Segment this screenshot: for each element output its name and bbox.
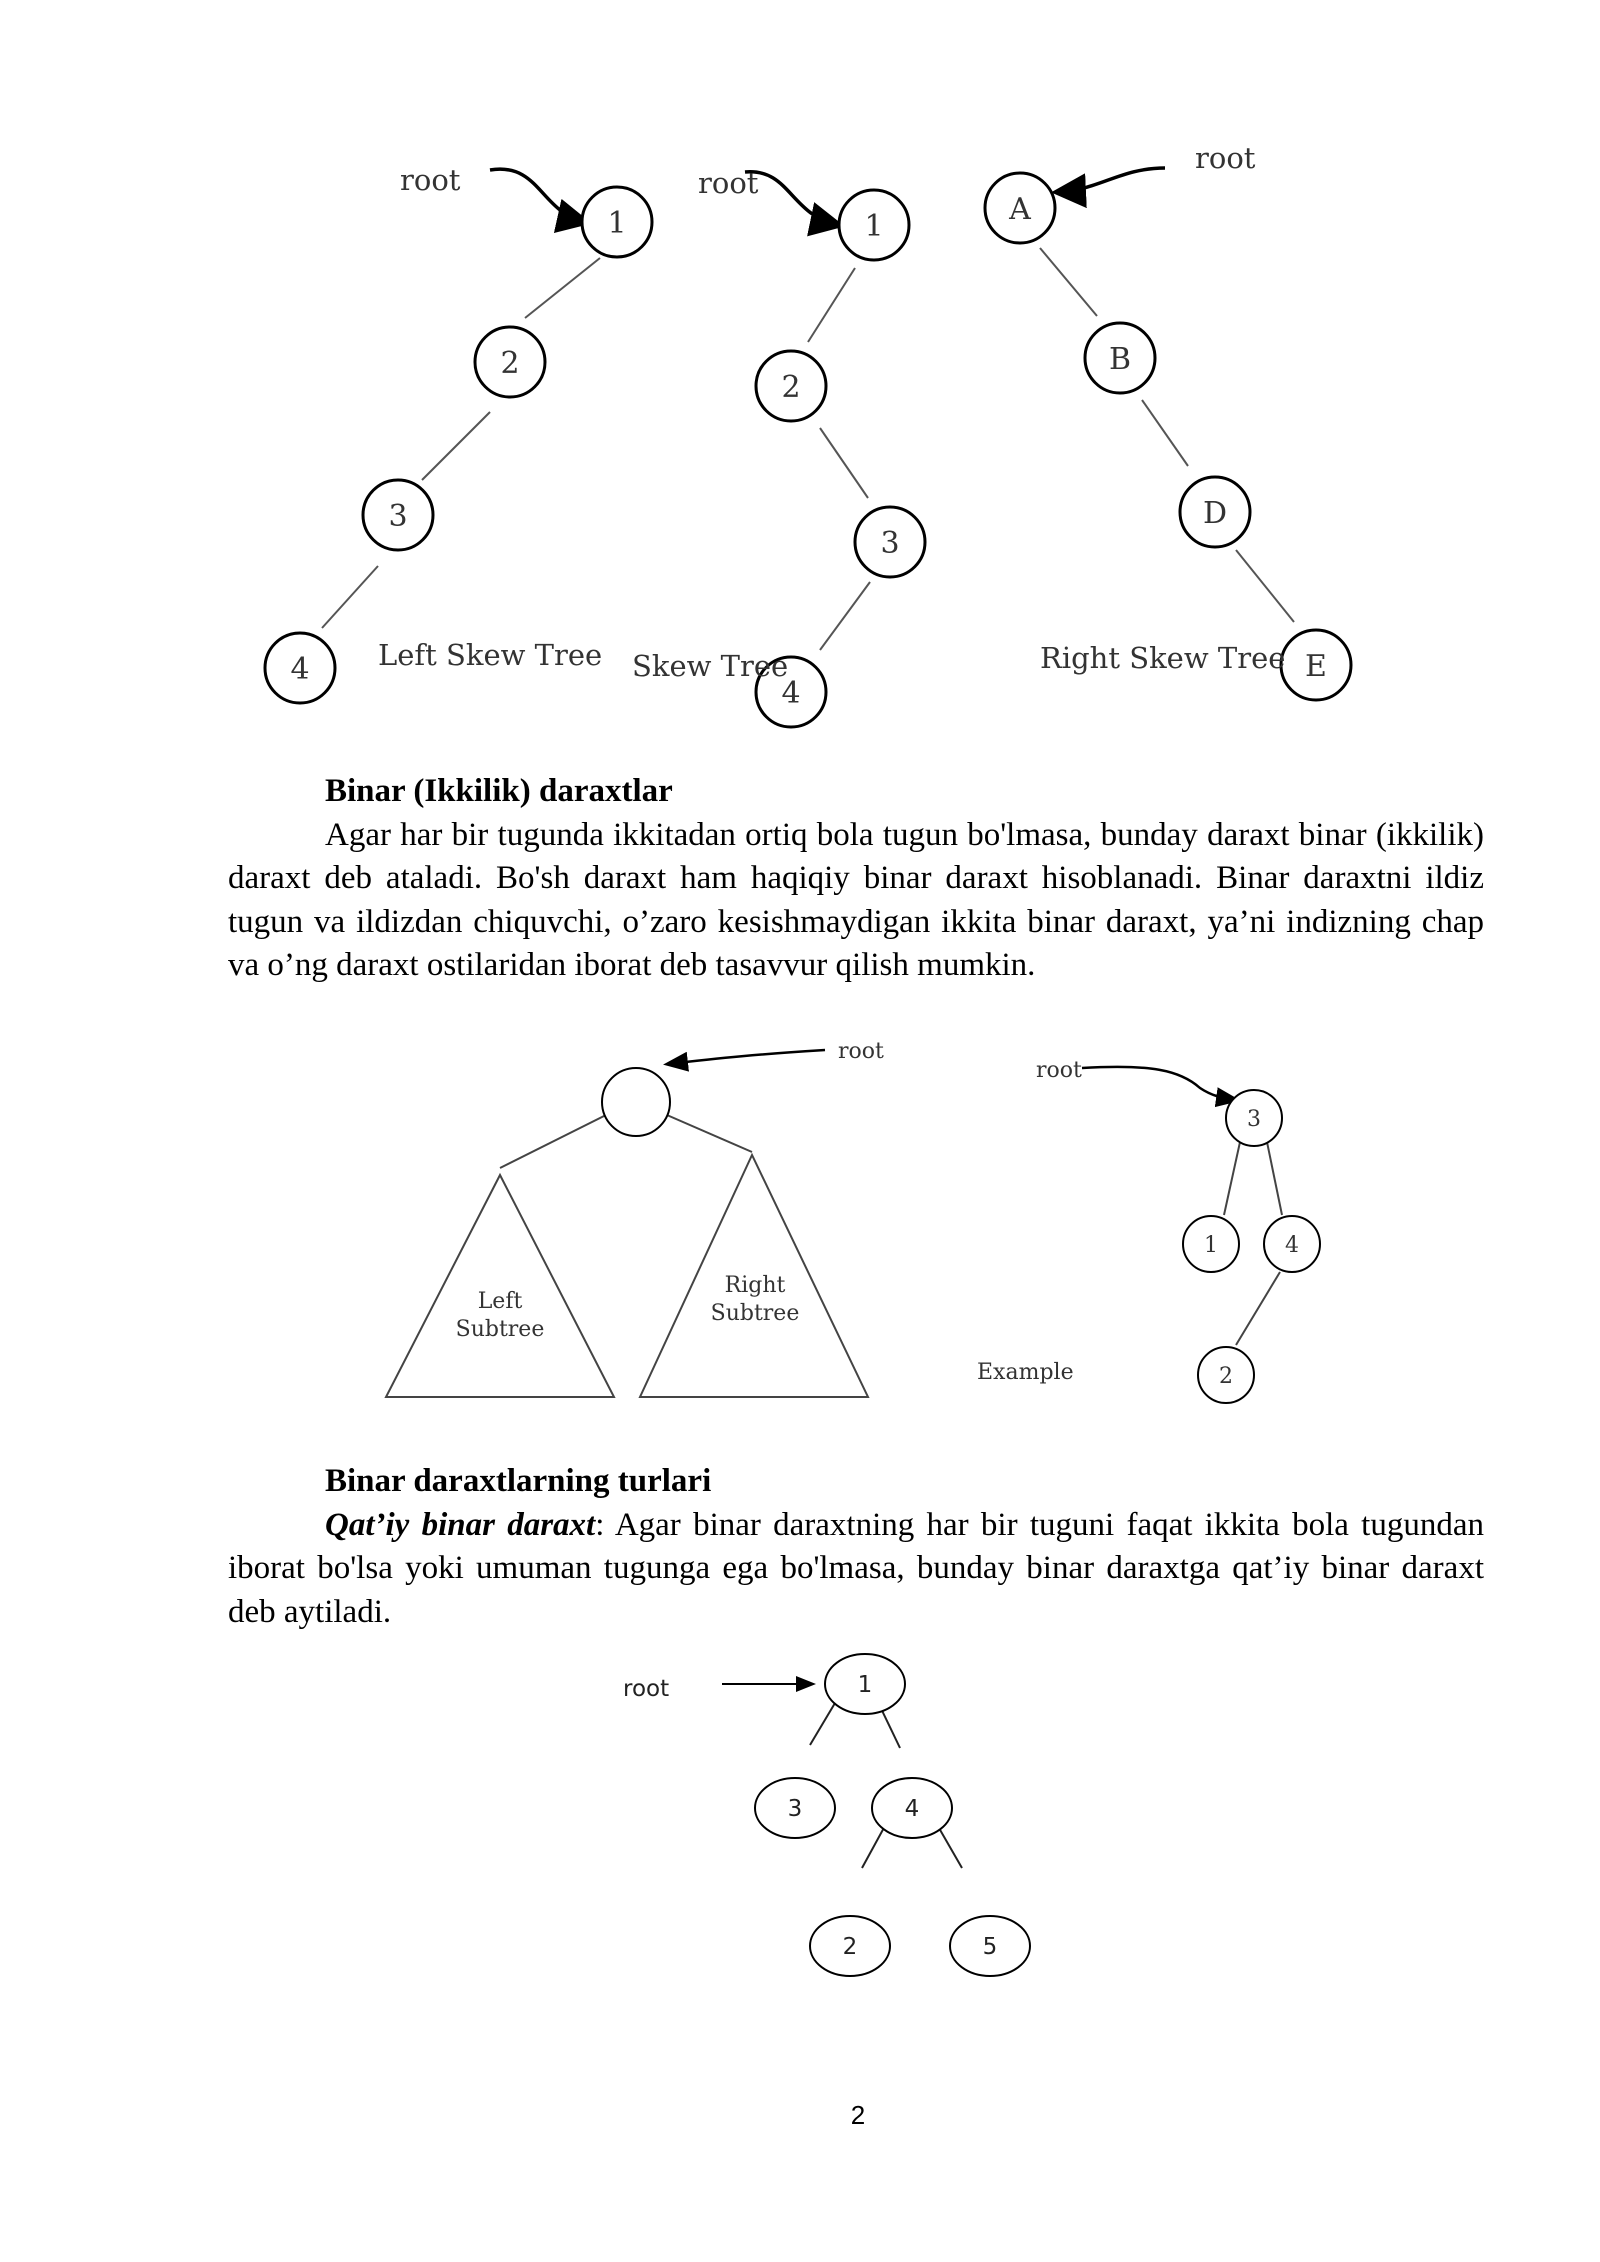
right-node-d-label: D — [1202, 496, 1228, 531]
right-skew-caption: Right Skew Tree — [1040, 641, 1286, 675]
example-node-2-label: 2 — [1219, 1364, 1233, 1389]
mid-node-4-label: 4 — [781, 676, 801, 711]
section-binary-tree-types — [228, 1460, 1484, 1634]
strict-node-2-label: 2 — [842, 1934, 858, 1960]
left-subtree-label-2: Subtree — [455, 1317, 545, 1342]
skew-caption: Skew Tree — [632, 649, 789, 683]
right-subtree-label-1: Right — [724, 1273, 786, 1298]
mid-root-label: root — [698, 166, 759, 200]
section-binary-trees — [228, 770, 1484, 988]
right-node-b-label: B — [1108, 342, 1132, 377]
strict-node-4-label: 4 — [904, 1796, 920, 1822]
left-node-2-label: 2 — [500, 346, 520, 381]
section-heading: Binar daraxtlarning turlari — [325, 1463, 712, 1499]
left-node-3-label: 3 — [388, 499, 408, 534]
left-subtree-label-1: Left — [477, 1289, 523, 1314]
term-strict-binary: Qat’iy binar daraxt — [325, 1506, 596, 1543]
section-paragraph — [228, 1504, 1484, 1635]
right-node-e-label: E — [1305, 649, 1327, 684]
page-number: 2 — [850, 2100, 866, 2130]
strict-node-3-label: 3 — [787, 1796, 803, 1822]
skew-trees-figure — [0, 0, 1600, 770]
binary-tree-figure — [0, 1030, 1600, 1410]
right-root-label: root — [1195, 141, 1256, 175]
example-node-1-label: 1 — [1204, 1233, 1218, 1258]
mid-node-1-label: 1 — [864, 209, 884, 244]
example-node-3-label: 3 — [1247, 1107, 1261, 1132]
example-node-4-label: 4 — [1285, 1233, 1299, 1258]
section-heading: Binar (Ikkilik) daraxtlar — [325, 773, 673, 809]
right-node-a-label: A — [1009, 192, 1031, 227]
strict-root-label: root — [623, 1676, 670, 1702]
right-subtree-label-2: Subtree — [710, 1301, 800, 1326]
strict-node-1-label: 1 — [857, 1672, 873, 1698]
mid-node-3-label: 3 — [880, 526, 900, 561]
left-skew-caption: Left Skew Tree — [378, 638, 603, 672]
term-definition: : Agar binar daraxtning har bir tuguni faqat ikkita bola tugundan iborat bo'lsa yoki umuman tugunga ega bo'lmasa, bunday binar daraxtga qat’iy binar daraxt deb aytiladi. — [228, 1506, 1484, 1630]
root-label-1: root — [838, 1039, 884, 1064]
abstract-root-node — [602, 1068, 670, 1136]
example-label: Example — [977, 1360, 1074, 1385]
mid-node-2-label: 2 — [781, 370, 801, 405]
left-root-label: root — [400, 163, 461, 197]
section-paragraph: Agar har bir tugunda ikkitadan ortiq bola tugun bo'lmasa, bunday daraxt binar (ikkilik) daraxt deb ataladi. Bo'sh daraxt ham haqiqiy binar daraxt hisoblanadi. Binar daraxtni ildiz tugun va ildizdan chiquvchi, o’zaro kesishmaydigan ikkita binar daraxt, ya’ni indizning chap va o’ng daraxt ostilaridan iborat deb tasavvur qilish mumkin. — [228, 816, 1484, 983]
root-label-2: root — [1036, 1058, 1082, 1083]
left-node-4-label: 4 — [290, 652, 310, 687]
strict-node-5-label: 5 — [982, 1934, 998, 1960]
strict-binary-tree-figure — [0, 1640, 1600, 1980]
left-node-1-label: 1 — [607, 206, 627, 241]
